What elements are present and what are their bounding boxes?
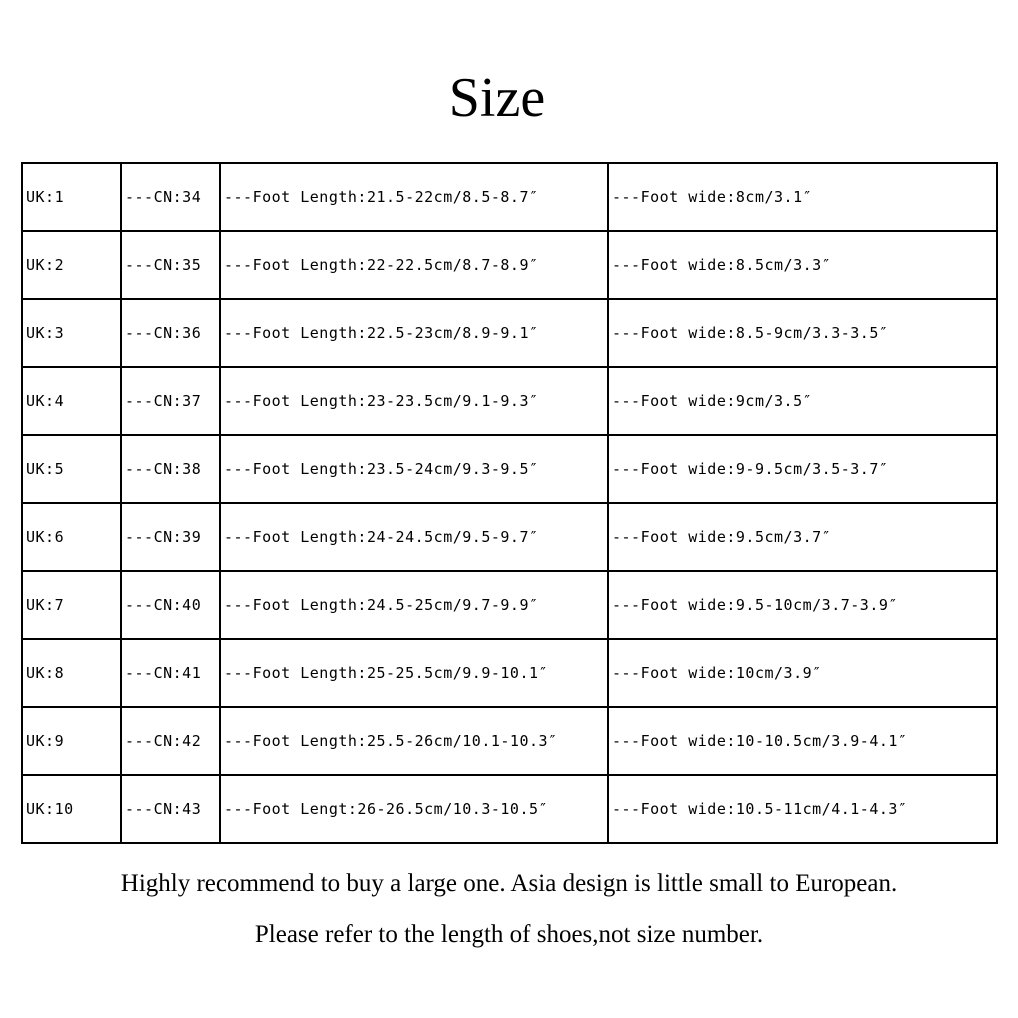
cn-size-cell: ---CN:36	[121, 299, 220, 367]
cn-size-cell: ---CN:38	[121, 435, 220, 503]
foot-length-cell: ---Foot Length:24.5-25cm/9.7-9.9″	[220, 571, 608, 639]
foot-length-cell: ---Foot Length:22-22.5cm/8.7-8.9″	[220, 231, 608, 299]
uk-size-cell: UK:8	[22, 639, 121, 707]
cn-size-cell: ---CN:34	[121, 163, 220, 231]
cn-size-cell: ---CN:40	[121, 571, 220, 639]
foot-width-cell: ---Foot wide:10.5-11cm/4.1-4.3″	[608, 775, 997, 843]
foot-length-cell: ---Foot Length:23-23.5cm/9.1-9.3″	[220, 367, 608, 435]
cn-size-cell: ---CN:39	[121, 503, 220, 571]
foot-width-cell: ---Foot wide:9cm/3.5″	[608, 367, 997, 435]
foot-width-cell: ---Foot wide:9.5-10cm/3.7-3.9″	[608, 571, 997, 639]
table-row	[22, 639, 997, 707]
uk-size-cell: UK:2	[22, 231, 121, 299]
foot-length-cell: ---Foot Length:24-24.5cm/9.5-9.7″	[220, 503, 608, 571]
foot-width-cell: ---Foot wide:9-9.5cm/3.5-3.7″	[608, 435, 997, 503]
foot-width-cell: ---Foot wide:8.5-9cm/3.3-3.5″	[608, 299, 997, 367]
foot-length-cell: ---Foot Length:25.5-26cm/10.1-10.3″	[220, 707, 608, 775]
foot-length-cell: ---Foot Lengt:26-26.5cm/10.3-10.5″	[220, 775, 608, 843]
cn-size-cell: ---CN:42	[121, 707, 220, 775]
uk-size-cell: UK:9	[22, 707, 121, 775]
table-row	[22, 231, 997, 299]
foot-width-cell: ---Foot wide:8.5cm/3.3″	[608, 231, 997, 299]
foot-length-cell: ---Foot Length:23.5-24cm/9.3-9.5″	[220, 435, 608, 503]
uk-size-cell: UK:1	[22, 163, 121, 231]
table-row	[22, 571, 997, 639]
table-row	[22, 503, 997, 571]
uk-size-cell: UK:3	[22, 299, 121, 367]
foot-width-cell: ---Foot wide:10-10.5cm/3.9-4.1″	[608, 707, 997, 775]
table-row	[22, 367, 997, 435]
length-reference-note: Please refer to the length of shoes,not size number.	[254, 921, 764, 948]
uk-size-cell: UK:5	[22, 435, 121, 503]
uk-size-cell: UK:7	[22, 571, 121, 639]
foot-width-cell: ---Foot wide:8cm/3.1″	[608, 163, 997, 231]
foot-length-cell: ---Foot Length:22.5-23cm/8.9-9.1″	[220, 299, 608, 367]
recommendation-note: Highly recommend to buy a large one. Asia design is little small to European.	[120, 870, 898, 897]
table-row	[22, 707, 997, 775]
size-chart-table	[21, 162, 998, 844]
cn-size-cell: ---CN:41	[121, 639, 220, 707]
page-title: Size	[448, 67, 546, 129]
table-row	[22, 163, 997, 231]
uk-size-cell: UK:10	[22, 775, 121, 843]
cn-size-cell: ---CN:37	[121, 367, 220, 435]
table-row	[22, 775, 997, 843]
foot-length-cell: ---Foot Length:25-25.5cm/9.9-10.1″	[220, 639, 608, 707]
foot-width-cell: ---Foot wide:9.5cm/3.7″	[608, 503, 997, 571]
table-row	[22, 299, 997, 367]
foot-width-cell: ---Foot wide:10cm/3.9″	[608, 639, 997, 707]
cn-size-cell: ---CN:35	[121, 231, 220, 299]
table-row	[22, 435, 997, 503]
cn-size-cell: ---CN:43	[121, 775, 220, 843]
uk-size-cell: UK:6	[22, 503, 121, 571]
uk-size-cell: UK:4	[22, 367, 121, 435]
foot-length-cell: ---Foot Length:21.5-22cm/8.5-8.7″	[220, 163, 608, 231]
